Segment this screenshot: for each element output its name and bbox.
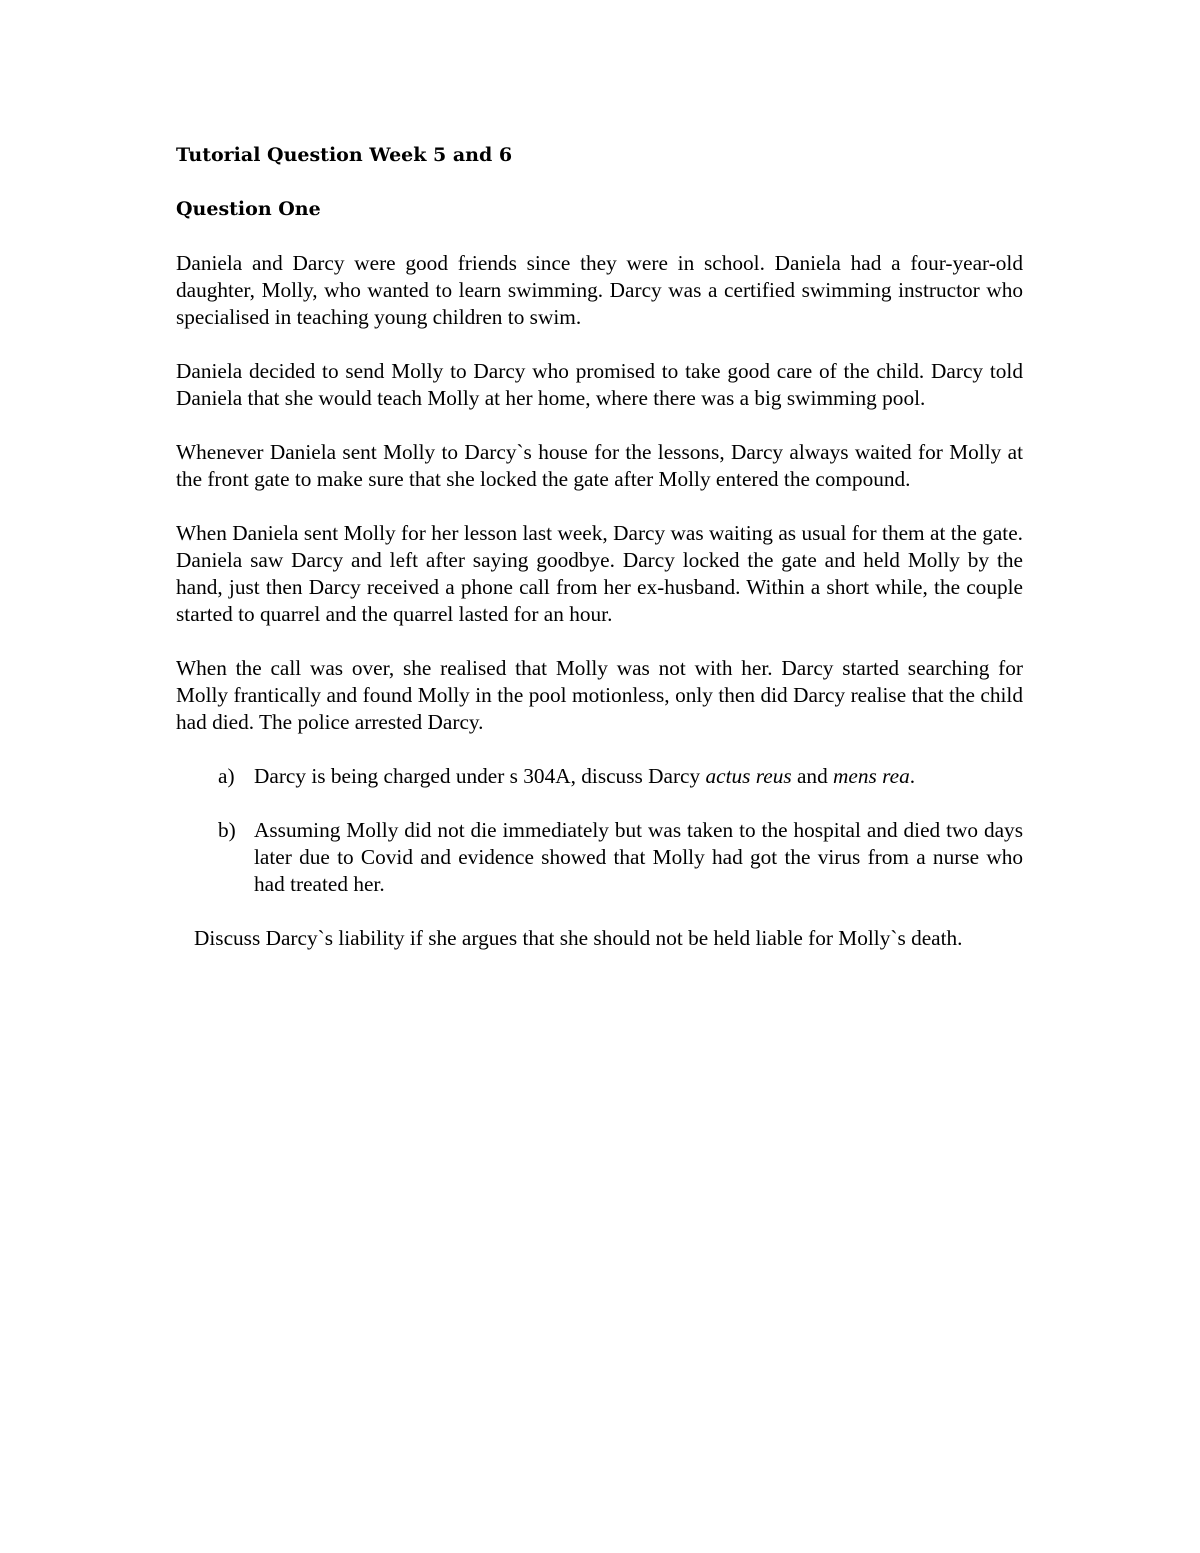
paragraph-3: Whenever Daniela sent Molly to Darcy`s house for the lessons, Darcy always waited for Molly at the front gate to make sure that she locked the gate after Molly entered the compound. xyxy=(176,440,1023,491)
question-a-term-1: actus reus xyxy=(705,764,792,788)
paragraph-1: Daniela and Darcy were good friends since they were in school. Daniela had a four-year-old daughter, Molly, who wanted to learn swimming. Darcy was a certified swimming instructor who specialised in teaching young children to swim. xyxy=(176,251,1023,329)
question-a-text: Darcy is being charged under s 304A, discuss Darcy xyxy=(254,764,706,788)
closing-question: Discuss Darcy`s liability if she argues that she should not be held liable for Molly`s death. xyxy=(194,926,963,950)
question-item-a xyxy=(176,763,1023,790)
question-a-term-2: mens rea xyxy=(833,764,910,788)
document-title: Tutorial Question Week 5 and 6 xyxy=(176,144,513,166)
paragraph-4: When Daniela sent Molly for her lesson last week, Darcy was waiting as usual for them at the gate. Daniela saw Darcy and left after saying goodbye. Darcy locked the gate and held Molly by the hand, just then Darcy received a phone call from her ex-husband. Within a short while, the couple started to quarrel and the quarrel lasted for an hour. xyxy=(176,521,1023,626)
question-marker-a: a) xyxy=(218,764,235,788)
document-page xyxy=(176,142,1023,952)
question-a-end: . xyxy=(909,764,916,788)
paragraph-2: Daniela decided to send Molly to Darcy who promised to take good care of the child. Darcy told Daniela that she would teach Molly at her home, where there was a big swimming pool. xyxy=(176,359,1023,410)
question-list xyxy=(176,763,1023,898)
question-marker-b: b) xyxy=(218,818,236,842)
question-a-connector: and xyxy=(791,764,834,788)
question-b-text: Assuming Molly did not die immediately but was taken to the hospital and died two days later due to Covid and evidence showed that Molly had got the virus from a nurse who had treated her. xyxy=(254,818,1023,896)
paragraph-5: When the call was over, she realised that Molly was not with her. Darcy started searching for Molly frantically and found Molly in the pool motionless, only then did Darcy realise that the child had died. The police arrested Darcy. xyxy=(176,656,1023,734)
question-heading: Question One xyxy=(176,198,321,220)
question-item-b xyxy=(176,817,1023,898)
